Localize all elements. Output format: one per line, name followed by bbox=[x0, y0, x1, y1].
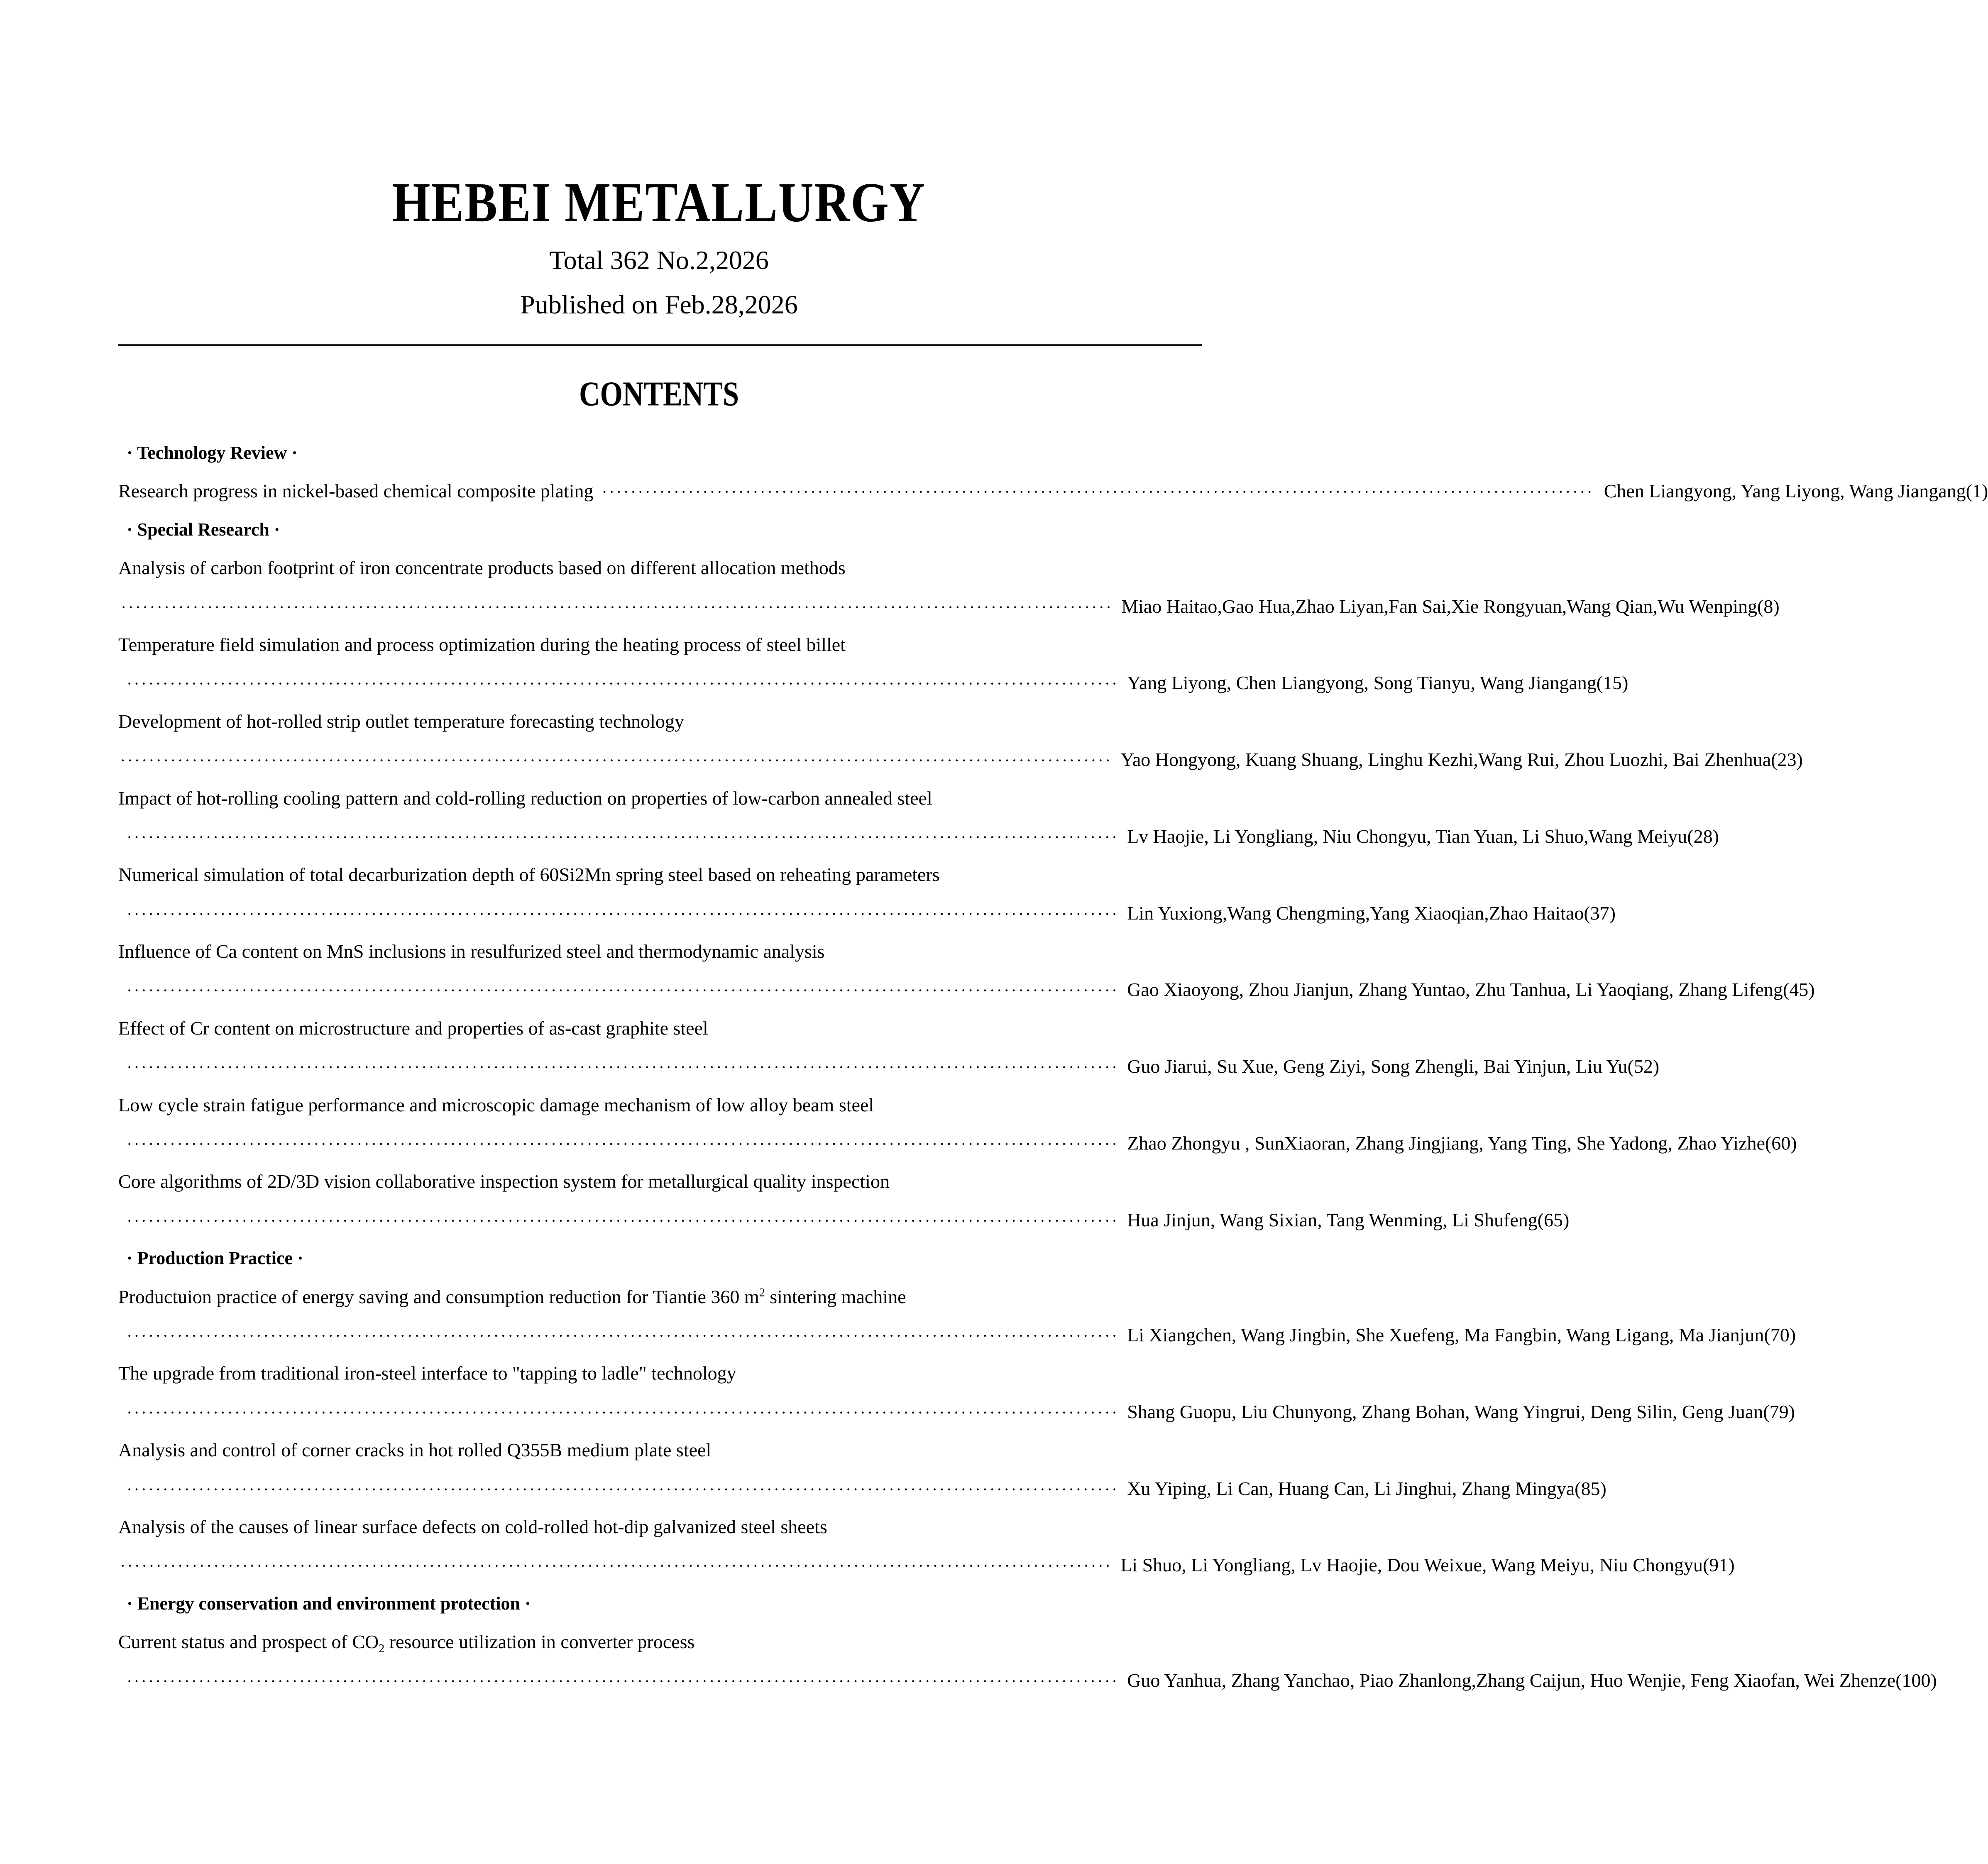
toc-entry[interactable] bbox=[118, 472, 1988, 510]
article-authors: Li Xiangchen, Wang Jingbin, She Xuefeng, Ma Fangbin, Wang Ligang, Ma Jianjun(70) bbox=[1127, 1324, 1796, 1345]
title-text: Current status and prospect of CO bbox=[118, 1631, 379, 1653]
toc-entry-authors bbox=[118, 1470, 1607, 1508]
toc-entry-authors bbox=[118, 741, 1803, 779]
dot-leader: ·········································································································································· bbox=[121, 597, 1113, 616]
article-authors: Miao Haitao,Gao Hua,Zhao Liyan,Fan Sai,Xie Rongyuan,Wang Qian,Wu Wenping(8) bbox=[1121, 595, 1780, 617]
article-title[interactable]: Core algorithms of 2D/3D vision collaborative inspection system for metallurgical quality inspection bbox=[118, 1171, 890, 1192]
journal-title: HEBEI METALLURGY bbox=[392, 171, 926, 234]
toc-entry-authors bbox=[118, 1546, 1735, 1584]
article-authors: Chen Liangyong, Yang Liyong, Wang Jiangang(1) bbox=[1604, 480, 1988, 502]
article-authors: Yao Hongyong, Kuang Shuang, Linghu Kezhi,Wang Rui, Zhou Luozhi, Bai Zhenhua(23) bbox=[1120, 749, 1803, 771]
toc-entry-authors bbox=[118, 1316, 1796, 1354]
article-title[interactable]: Analysis and control of corner cracks in hot rolled Q355B medium plate steel bbox=[118, 1439, 712, 1461]
article-title[interactable]: Impact of hot-rolling cooling pattern and cold-rolling reduction on properties of low-carbon annealed steel bbox=[118, 787, 932, 809]
article-authors: Guo Jiarui, Su Xue, Geng Ziyi, Song Zhengli, Bai Yinjun, Liu Yu(52) bbox=[1127, 1056, 1660, 1077]
toc-entry-authors bbox=[118, 587, 1780, 626]
dot-leader: ·········································································································································· bbox=[120, 751, 1113, 770]
dot-leader: ·········································································································································· bbox=[127, 904, 1119, 923]
dot-leader: ·········································································································································· bbox=[127, 1058, 1119, 1077]
title-text: sintering machine bbox=[765, 1286, 906, 1307]
article-title[interactable]: Analysis of carbon footprint of iron concentrate products based on different allocation methods bbox=[118, 557, 846, 579]
dot-leader: ·········································································································································· bbox=[127, 674, 1119, 693]
section-heading: · Energy conservation and environment protection · bbox=[127, 1593, 531, 1614]
article-title[interactable]: Effect of Cr content on microstructure and properties of as-cast graphite steel bbox=[118, 1017, 708, 1039]
dot-leader: ·········································································································································· bbox=[127, 1211, 1119, 1230]
toc-entry-authors bbox=[118, 1124, 1797, 1162]
publication-date: Published on Feb.28,2026 bbox=[520, 290, 798, 319]
dot-leader: ·········································································································································· bbox=[127, 981, 1119, 1000]
title-text: resource utilization in converter process bbox=[384, 1631, 695, 1653]
article-title[interactable]: Numerical simulation of total decarburization depth of 60Si2Mn spring steel based on reheating parameters bbox=[118, 864, 940, 886]
article-title[interactable] bbox=[118, 1623, 1202, 1661]
article-title[interactable]: The upgrade from traditional iron-steel interface to "tapping to ladle" technology bbox=[118, 1363, 736, 1384]
section-heading: · Special Research · bbox=[127, 519, 280, 540]
article-authors: Hua Jinjun, Wang Sixian, Tang Wenming, Li Shufeng(65) bbox=[1127, 1209, 1570, 1230]
article-authors: Lv Haojie, Li Yongliang, Niu Chongyu, Tian Yuan, Li Shuo,Wang Meiyu(28) bbox=[1127, 825, 1719, 847]
toc-entry-authors bbox=[118, 1047, 1660, 1086]
superscript: 2 bbox=[759, 1286, 765, 1299]
toc-entry-authors bbox=[118, 1661, 1937, 1700]
toc-entry-authors bbox=[118, 894, 1616, 932]
article-authors: Gao Xiaoyong, Zhou Jianjun, Zhang Yuntao, Zhu Tanhua, Li Yaoqiang, Zhang Lifeng(45) bbox=[1127, 979, 1815, 1000]
dot-leader: ·········································································································································· bbox=[127, 1480, 1119, 1499]
article-authors: Zhao Zhongyu , SunXiaoran, Zhang Jingjiang, Yang Ting, She Yadong, Zhao Yizhe(60) bbox=[1127, 1133, 1797, 1154]
article-title[interactable]: Influence of Ca content on MnS inclusions in resulfurized steel and thermodynamic analysis bbox=[118, 941, 825, 962]
toc-entry-authors bbox=[118, 1201, 1570, 1239]
article-authors: Li Shuo, Li Yongliang, Lv Haojie, Dou Weixue, Wang Meiyu, Niu Chongyu(91) bbox=[1120, 1554, 1735, 1576]
header-rule bbox=[118, 344, 1202, 346]
dot-leader: ·········································································································································· bbox=[127, 1135, 1119, 1154]
toc-entry-authors bbox=[118, 1393, 1795, 1431]
dot-leader: ·········································································································································· bbox=[127, 1403, 1119, 1422]
article-authors: Shang Guopu, Liu Chunyong, Zhang Bohan, Wang Yingrui, Deng Silin, Geng Juan(79) bbox=[1127, 1401, 1795, 1422]
table-of-contents bbox=[118, 434, 1988, 1700]
section-heading: · Technology Review · bbox=[127, 443, 298, 463]
section-heading: · Production Practice · bbox=[127, 1248, 303, 1269]
toc-entry-authors bbox=[118, 971, 1815, 1009]
article-title[interactable]: Development of hot-rolled strip outlet temperature forecasting technology bbox=[118, 710, 684, 732]
subscript: 2 bbox=[379, 1642, 385, 1656]
article-title[interactable] bbox=[118, 1278, 1202, 1316]
article-title[interactable]: Temperature field simulation and process optimization during the heating process of steel billet bbox=[118, 634, 846, 655]
title-text: Productuion practice of energy saving and consumption reduction for Tiantie 360 m bbox=[118, 1286, 759, 1307]
dot-leader: ·········································································································································· bbox=[127, 1671, 1119, 1690]
article-authors: Yang Liyong, Chen Liangyong, Song Tianyu, Wang Jiangang(15) bbox=[1127, 672, 1629, 694]
toc-entry-authors bbox=[118, 817, 1719, 856]
dot-leader: ·········································································································································· bbox=[127, 1326, 1119, 1345]
dot-leader: ·········································································································································· bbox=[120, 1556, 1113, 1575]
issue-number: Total 362 No.2,2026 bbox=[549, 245, 769, 275]
article-authors: Lin Yuxiong,Wang Chengming,Yang Xiaoqian,Zhao Haitao(37) bbox=[1127, 902, 1616, 924]
toc-entry-authors bbox=[118, 664, 1629, 702]
article-authors: Guo Yanhua, Zhang Yanchao, Piao Zhanlong,Zhang Caijun, Huo Wenjie, Feng Xiaofan, Wei Zhenze(100) bbox=[1127, 1669, 1937, 1691]
article-title[interactable]: Low cycle strain fatigue performance and microscopic damage mechanism of low alloy beam steel bbox=[118, 1094, 874, 1115]
article-title[interactable]: Research progress in nickel-based chemical composite plating bbox=[118, 480, 594, 502]
dot-leader: ·········································································································································· bbox=[127, 827, 1119, 846]
article-authors: Xu Yiping, Li Can, Huang Can, Li Jinghui, Zhang Mingya(85) bbox=[1127, 1478, 1607, 1499]
dot-leader: ·········································································································································· bbox=[602, 482, 1594, 501]
article-title[interactable]: Analysis of the causes of linear surface defects on cold-rolled hot-dip galvanized steel sheets bbox=[118, 1516, 827, 1537]
contents-heading: CONTENTS bbox=[579, 375, 739, 413]
